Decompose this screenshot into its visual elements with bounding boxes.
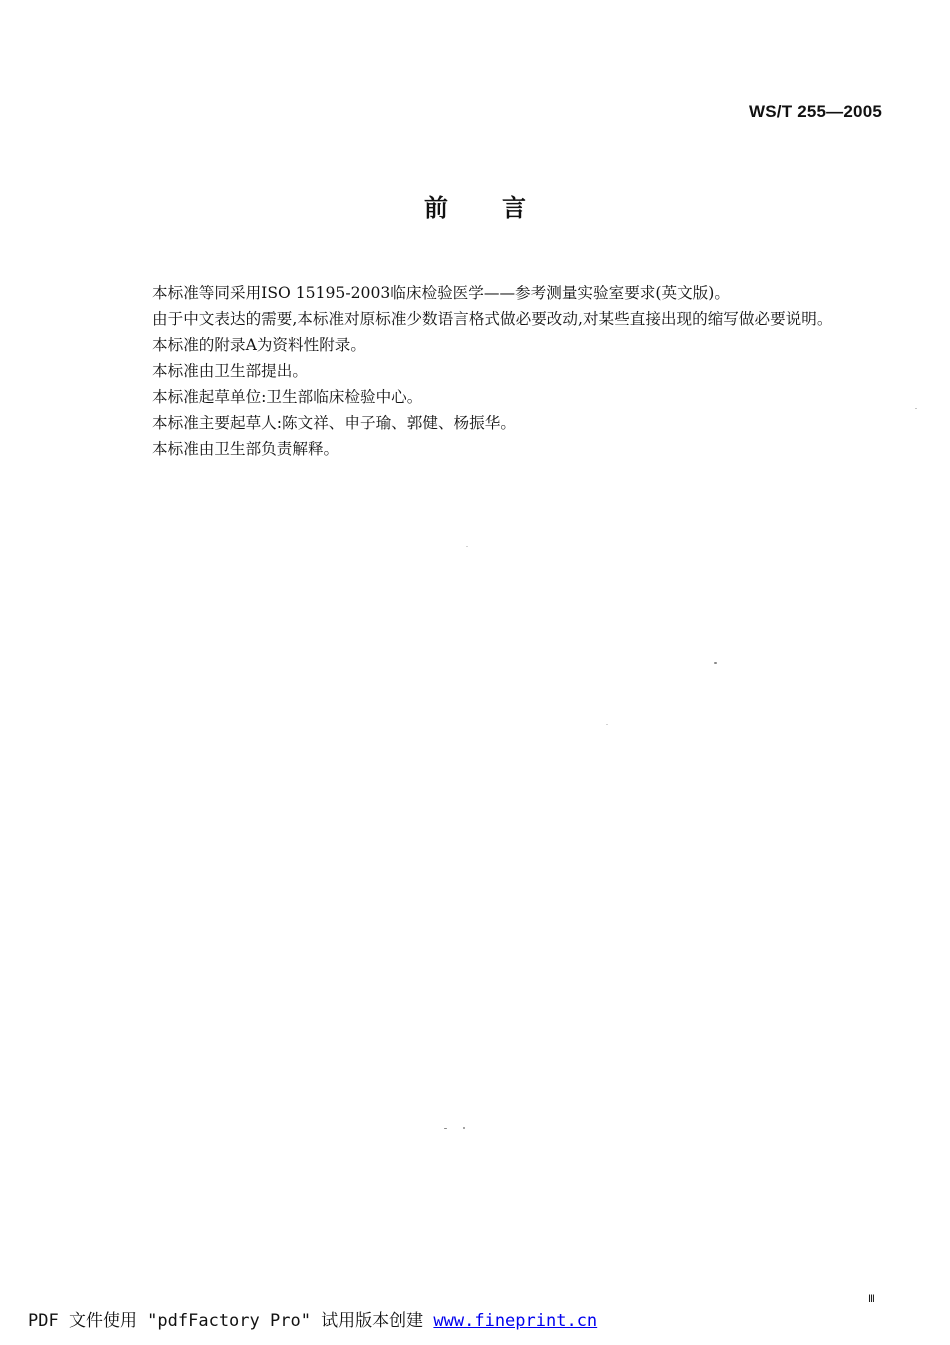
footer-notice [28, 1306, 597, 1331]
paragraph-proposer: 本标准由卫生部提出。 [152, 362, 308, 380]
scan-speck [463, 1127, 465, 1129]
page-number: Ⅲ [868, 1294, 875, 1305]
standard-code: WS/T 255—2005 [749, 102, 882, 121]
scan-speck [714, 662, 717, 664]
paragraph-adoption: 本标准等同采用ISO 15195-2003临床检验医学——参考测量实验室要求(英文版)。 [152, 284, 730, 302]
footer-text: PDF 文件使用 "pdfFactory Pro" 试用版本创建 [28, 1311, 434, 1331]
foreword-body [120, 280, 883, 462]
scan-speck [466, 546, 468, 547]
page-title: 前言 [424, 194, 580, 222]
paragraph-language-changes: 由于中文表达的需要,本标准对原标准少数语言格式做必要改动,对某些直接出现的缩写做必要说明。 [152, 310, 833, 328]
paragraph-interpretation: 本标准由卫生部负责解释。 [152, 440, 340, 458]
footer-link[interactable]: www.fineprint.cn [433, 1311, 598, 1331]
paragraph-appendix: 本标准的附录A为资料性附录。 [152, 336, 366, 354]
scan-speck [606, 724, 608, 725]
paragraph-drafters: 本标准主要起草人:陈文祥、申子瑜、郭健、杨振华。 [152, 414, 516, 432]
scan-speck [915, 408, 917, 409]
paragraph-drafting-unit: 本标准起草单位:卫生部临床检验中心。 [152, 388, 423, 406]
scan-speck [444, 1128, 447, 1129]
